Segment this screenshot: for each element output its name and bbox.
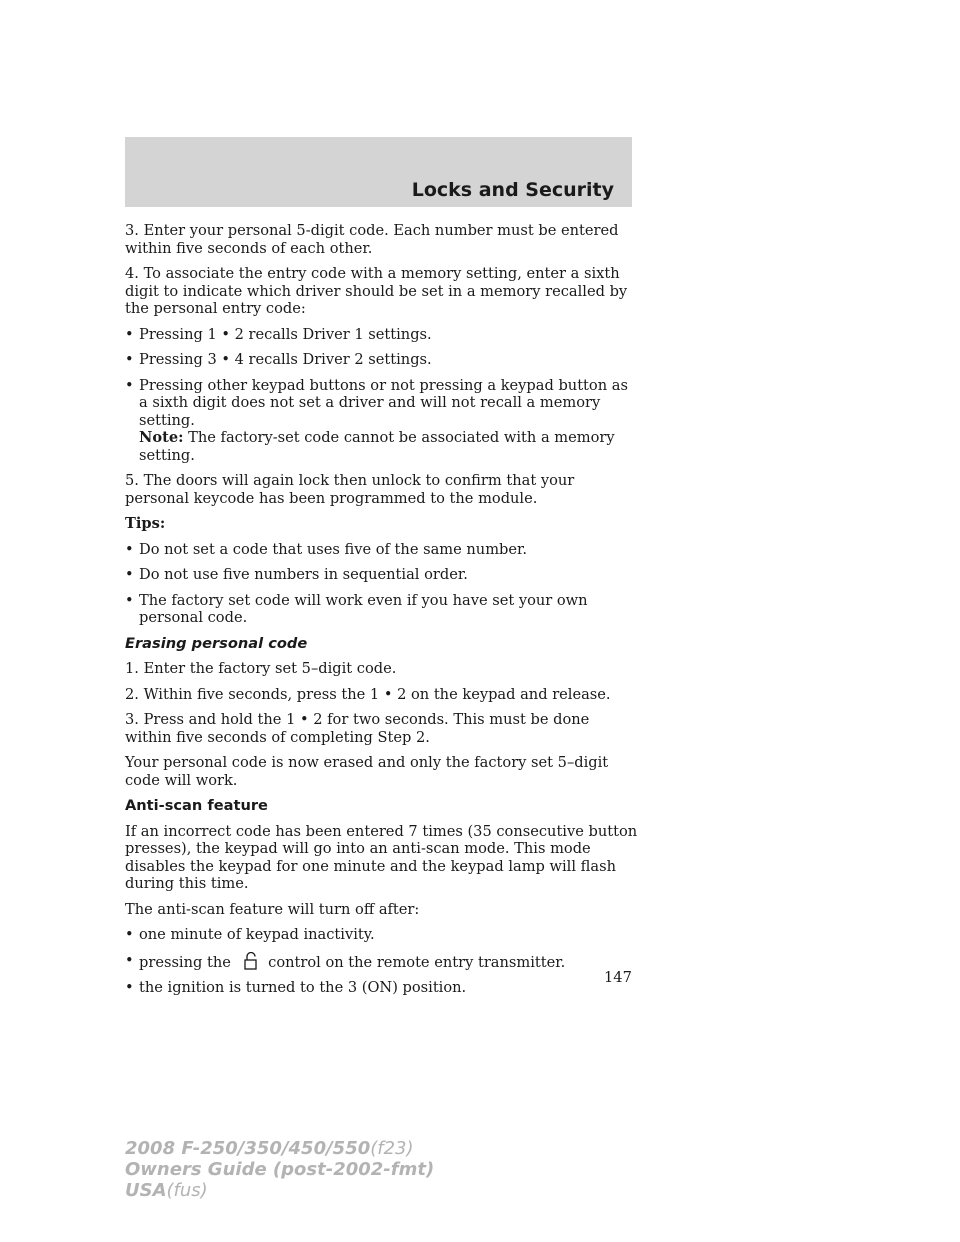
step-3-paragraph: 3. Enter your personal 5-digit code. Each number must be entered within five seconds of each other. bbox=[125, 222, 619, 257]
bullet-item bbox=[125, 351, 640, 369]
erase-step-3: 3. Press and hold the 1 • 2 for two seconds. This must be done within five seconds of completing Step 2. bbox=[125, 711, 590, 746]
bullet-glyph: • bbox=[125, 540, 134, 558]
bullet-glyph: • bbox=[125, 566, 134, 583]
erasing-heading: Erasing personal code bbox=[125, 634, 308, 652]
bullet-item bbox=[125, 326, 640, 344]
footer-model-code: (f23) bbox=[370, 1138, 414, 1159]
step-5-paragraph: 5. The doors will again lock then unlock to confirm that your personal keycode has been programmed to the module. bbox=[125, 472, 575, 507]
tip-text: Do not set a code that uses five of the same number. bbox=[139, 540, 528, 558]
footer-region: USA bbox=[125, 1180, 167, 1201]
antiscan-paragraph-2: The anti-scan feature will turn off after: bbox=[125, 900, 420, 918]
tip-text: The factory set code will work even if you have set your own personal code. bbox=[139, 591, 588, 626]
bullet-glyph: • bbox=[125, 325, 134, 343]
footer-line-3 bbox=[125, 1180, 434, 1201]
section-title: Locks and Security bbox=[411, 179, 614, 201]
step-4-paragraph: 4. To associate the entry code with a memory setting, enter a sixth digit to indicate which driver should be set in a memory recalled by the personal entry code: bbox=[125, 265, 628, 317]
antiscan-heading: Anti-scan feature bbox=[125, 797, 268, 814]
footer-line-1 bbox=[125, 1138, 434, 1159]
footer-region-code: (fus) bbox=[166, 1180, 208, 1201]
antiscan-text bbox=[139, 952, 640, 972]
note-text: The factory-set code cannot be associated with a memory setting. bbox=[139, 429, 615, 464]
antiscan-item bbox=[125, 952, 640, 972]
page-content bbox=[125, 222, 640, 1005]
antiscan-text-post: control on the remote entry transmitter. bbox=[268, 953, 566, 971]
bullet-item bbox=[125, 377, 640, 465]
erase-result: Your personal code is now erased and only the factory set 5–digit code will work. bbox=[125, 754, 609, 789]
unlock-icon bbox=[236, 952, 264, 970]
antiscan-paragraph-1: If an incorrect code has been entered 7 times (35 consecutive button presses), the keypad will go into an anti-scan mode. This mode disables the keypad for one minute and the keypad lamp will flash during this time. bbox=[125, 822, 638, 892]
antiscan-text: one minute of keypad inactivity. bbox=[139, 926, 375, 943]
tip-text: Do not use five numbers in sequential order. bbox=[139, 566, 468, 583]
tips-label: Tips: bbox=[125, 515, 166, 532]
antiscan-text-pre: pressing the bbox=[139, 953, 231, 971]
tip-item bbox=[125, 566, 640, 584]
tip-item bbox=[125, 541, 640, 559]
footer-model: 2008 F-250/350/450/550 bbox=[125, 1138, 371, 1159]
erase-step-2: 2. Within five seconds, press the 1 • 2 on the keypad and release. bbox=[125, 685, 611, 703]
bullet-glyph: • bbox=[125, 979, 134, 996]
bullet-text: Pressing other keypad buttons or not pressing a keypad button as a sixth digit does not set a driver and will not recall a memory setting. bbox=[139, 376, 628, 429]
note-label: Note: bbox=[139, 429, 184, 446]
page-number: 147 bbox=[604, 969, 632, 986]
bullet-glyph: • bbox=[125, 351, 134, 368]
footer bbox=[125, 1138, 434, 1201]
bullet-glyph: • bbox=[125, 951, 134, 969]
bullet-glyph: • bbox=[125, 591, 134, 609]
bullet-glyph: • bbox=[125, 926, 134, 943]
antiscan-text: the ignition is turned to the 3 (ON) position. bbox=[139, 979, 467, 996]
erase-step-1: 1. Enter the factory set 5–digit code. bbox=[125, 660, 397, 677]
antiscan-item bbox=[125, 979, 640, 997]
bullet-text: Pressing 3 • 4 recalls Driver 2 settings. bbox=[139, 351, 432, 368]
bullet-text-with-note bbox=[139, 377, 640, 465]
bullet-text: Pressing 1 • 2 recalls Driver 1 settings. bbox=[139, 325, 432, 343]
antiscan-item bbox=[125, 926, 640, 944]
tip-item bbox=[125, 592, 640, 627]
footer-line-2: Owners Guide (post-2002-fmt) bbox=[125, 1159, 435, 1180]
section-header-band bbox=[125, 137, 632, 207]
bullet-glyph: • bbox=[125, 376, 134, 394]
